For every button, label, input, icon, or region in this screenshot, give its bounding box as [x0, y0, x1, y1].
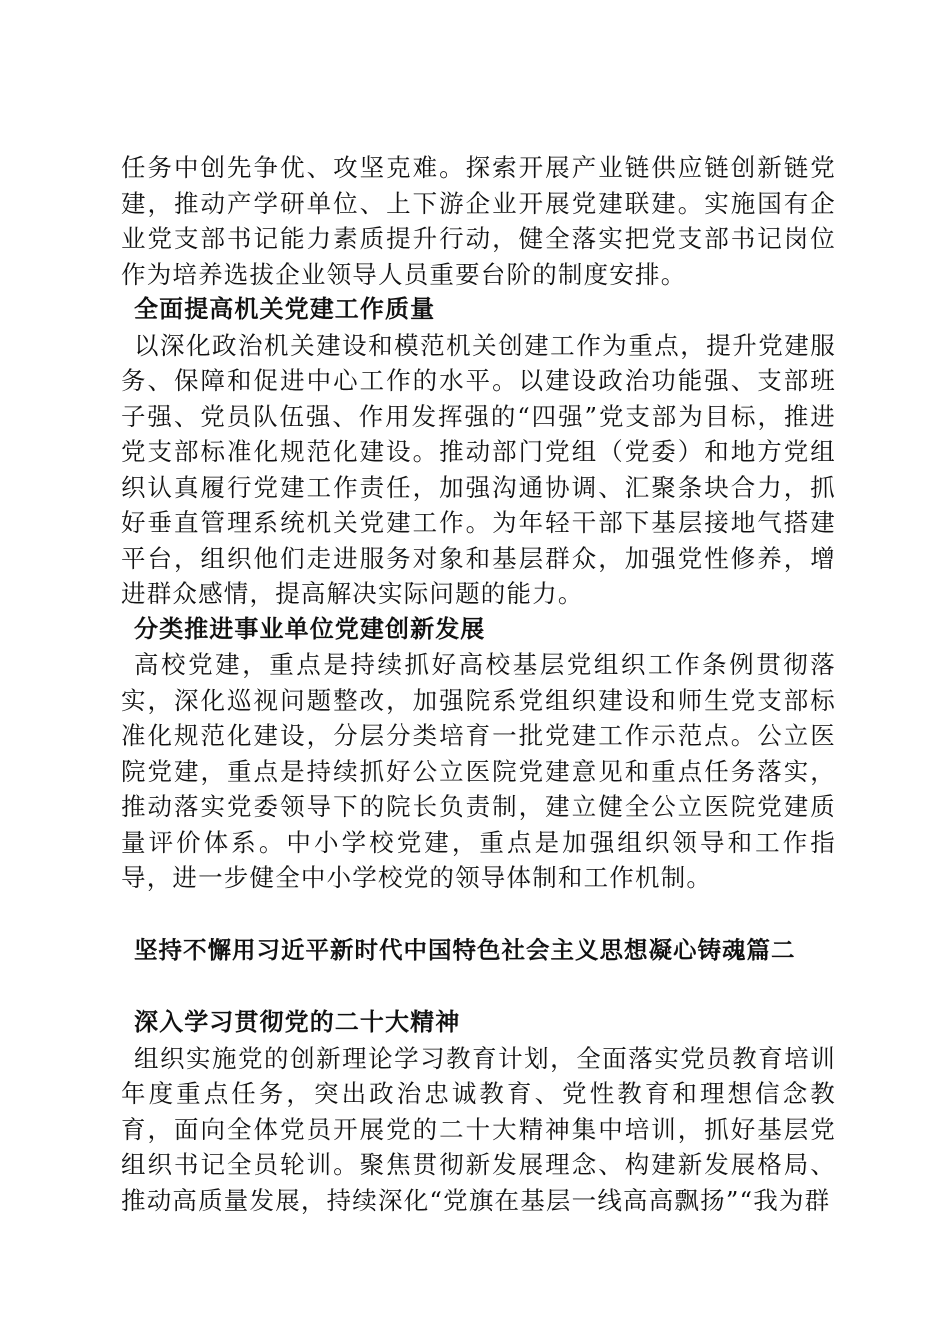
paragraph-4: 组织实施党的创新理论学习教育计划，全面落实党员教育培训年度重点任务，突出政治忠诚教育、党性教育和理想信念教育，面向全体党员开展党的二十大精神集中培训，抓好基层党组织书记全员轮训。聚焦贯彻新发展理念、构建新发展格局、推动高质量发展，持续深化“党旗在基层一线高高飘扬”“我为群 — [121, 1043, 836, 1215]
document-body — [121, 150, 836, 1218]
section-title: 坚持不懈用习近平新时代中国特色社会主义思想凝心铸魂篇二 — [134, 935, 796, 964]
heading-organ-party-building: 全面提高机关党建工作质量 — [134, 295, 436, 323]
paragraph-3: 高校党建，重点是持续抓好高校基层党组织工作条例贯彻落实，深化巡视问题整改，加强院系党组织建设和师生党支部标准化规范化建设，分层分类培育一批党建工作示范点。公立医院党建，重点是持续抓好公立医院党建意见和重点任务落实，推动落实党委领导下的院长负责制，建立健全公立医院党建质量评价体系。中小学校党建，重点是加强组织领导和工作指导，进一步健全中小学校党的领导体制和工作机制。 — [121, 650, 836, 892]
heading-institution-party-building: 分类推进事业单位党建创新发展 — [134, 614, 486, 643]
paragraph-1: 任务中创先争优、攻坚克难。探索开展产业链供应链创新链党建，推动产学研单位、上下游企业开展党建联建。实施国有企业党支部书记能力素质提升行动，健全落实把党支部书记岗位作为培养选拔企业领导人员重要台阶的制度安排。 — [121, 153, 836, 289]
heading-study-twentieth-congress: 深入学习贯彻党的二十大精神 — [134, 1008, 461, 1036]
paragraph-2: 以深化政治机关建设和模范机关创建工作为重点，提升党建服务、保障和促进中心工作的水平。以建设政治功能强、支部班子强、党员队伍强、作用发挥强的“四强”党支部为目标，推进党支部标准化规范化建设。推动部门党组（党委）和地方党组织认真履行党建工作责任，加强沟通协调、汇聚条块合力，抓好垂直管理系统机关党建工作。为年轻干部下基层接地气搭建平台，组织他们走进服务对象和基层群众，加强党性修养，增进群众感情，提高解决实际问题的能力。 — [121, 330, 836, 608]
